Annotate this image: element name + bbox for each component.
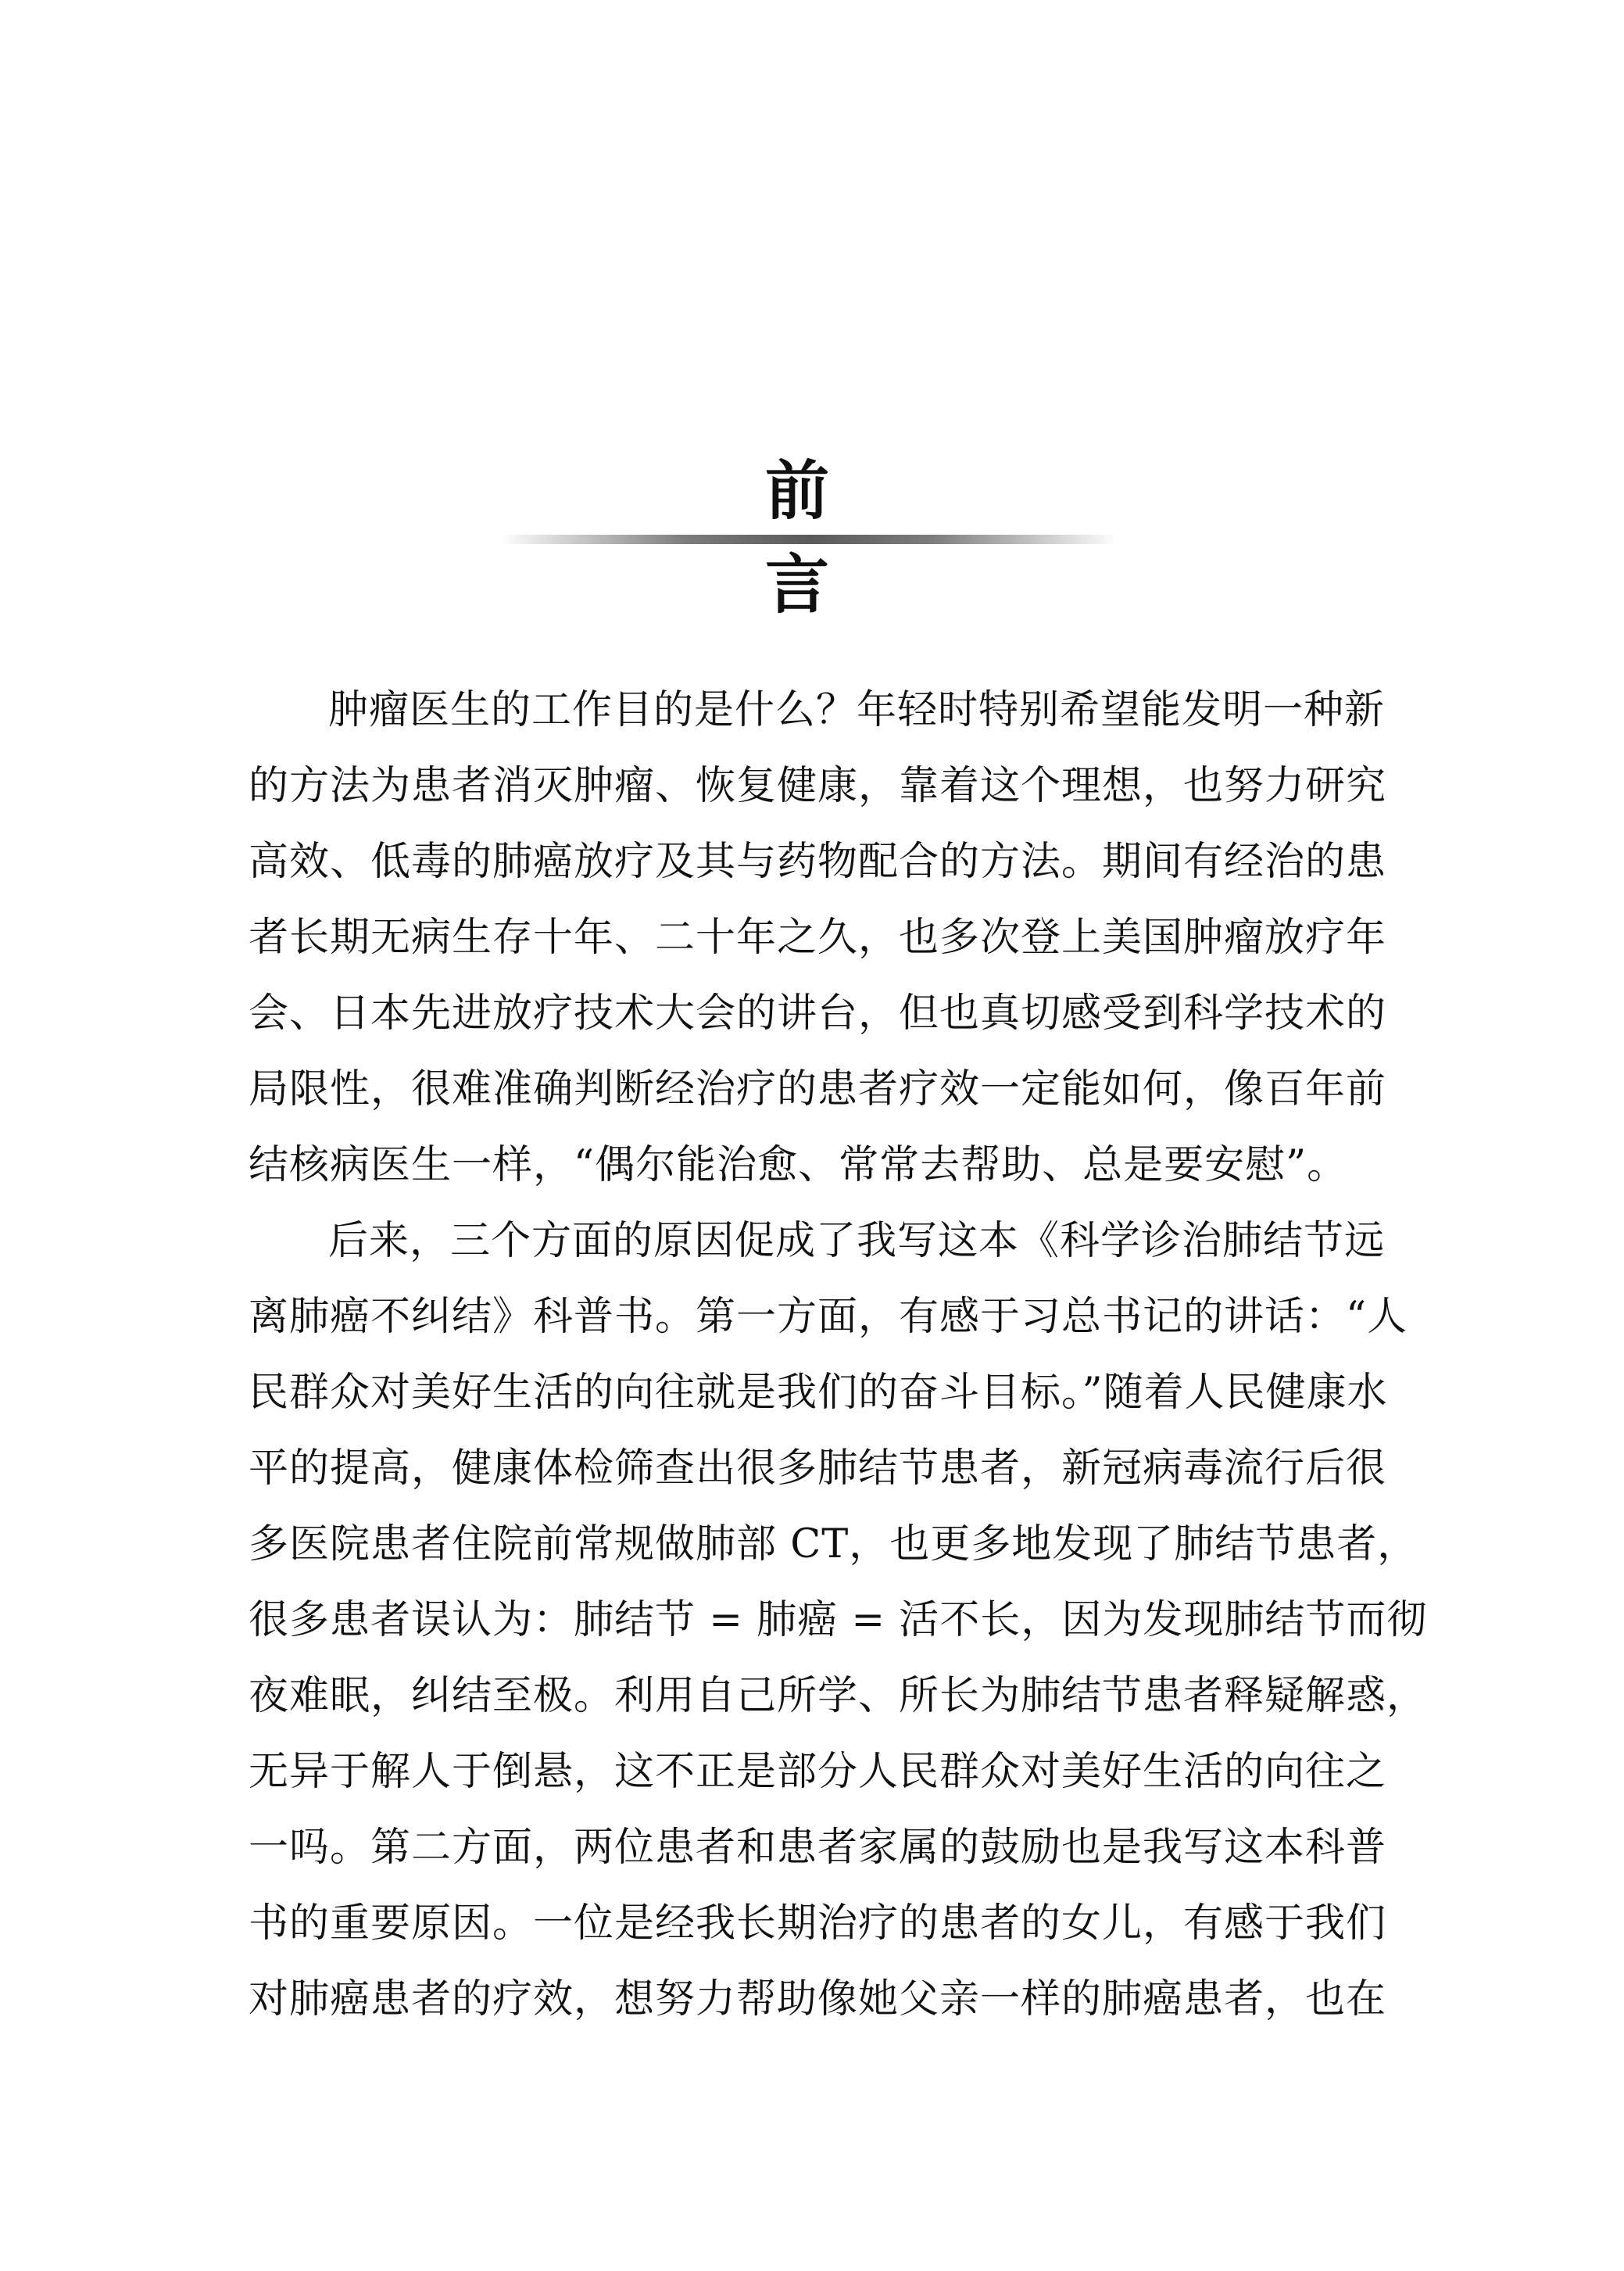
paragraph-1-line: 局限性，很难准确判断经治疗的患者疗效一定能如何，像百年前	[249, 1066, 1387, 1112]
paragraph-2-line: 民群众对美好生活的向往就是我们的奋斗目标。”随着人民健康水	[249, 1370, 1388, 1416]
paragraph-2-line: 一吗。第二方面，两位患者和患者家属的鼓励也是我写这本科普	[249, 1825, 1387, 1871]
paragraph-1-line: 会、日本先进放疗技术大会的讲台，但也真切感受到科学技术的	[249, 990, 1387, 1037]
paragraph-2-line: 对肺癌患者的疗效，想努力帮助像她父亲一样的肺癌患者，也在	[249, 1976, 1387, 2022]
paragraph-2-line: 书的重要原因。一位是经我长期治疗的患者的女儿，有感于我们	[249, 1900, 1387, 1947]
page-title: 前 言	[765, 453, 1403, 622]
paragraph-1-line: 者长期无病生存十年、二十年之久，也多次登上美国肿瘤放疗年	[249, 915, 1387, 961]
paragraph-1-line: 的方法为患者消灭肿瘤、恢复健康，靠着这个理想，也努力研究	[249, 763, 1387, 809]
paragraph-2-line: 夜难眠，纠结至极。利用自己所学、所长为肺结节患者释疑解惑，	[249, 1673, 1428, 1719]
paragraph-1-line: 高效、低毒的肺癌放疗及其与药物配合的方法。期间有经治的患	[249, 839, 1387, 885]
paragraph-2-line: 后来，三个方面的原因促成了我写这本《科学诊治肺结节远	[328, 1218, 1386, 1264]
paragraph-2-line: 很多患者误认为：肺结节 = 肺癌 = 活不长，因为发现肺结节而彻	[249, 1597, 1428, 1643]
paragraph-1-line: 结核病医生一样，“偶尔能治愈、常常去帮助、总是要安慰”。	[249, 1142, 1348, 1188]
paragraph-1-line: 肿瘤医生的工作目的是什么？年轻时特别希望能发明一种新	[328, 687, 1386, 733]
title-underline	[500, 535, 1118, 544]
paragraph-2-line: 多医院患者住院前常规做肺部 CT，也更多地发现了肺结节患者，	[249, 1521, 1418, 1567]
paragraph-2-line: 平的提高，健康体检筛查出很多肺结节患者，新冠病毒流行后很	[249, 1445, 1387, 1492]
preface-body	[249, 672, 1428, 2037]
paragraph-2-line: 离肺癌不纠结》科普书。第一方面，有感于习总书记的讲话：“人	[249, 1294, 1408, 1340]
paragraph-2-line: 无异于解人于倒悬，这不正是部分人民群众对美好生活的向往之	[249, 1749, 1387, 1795]
